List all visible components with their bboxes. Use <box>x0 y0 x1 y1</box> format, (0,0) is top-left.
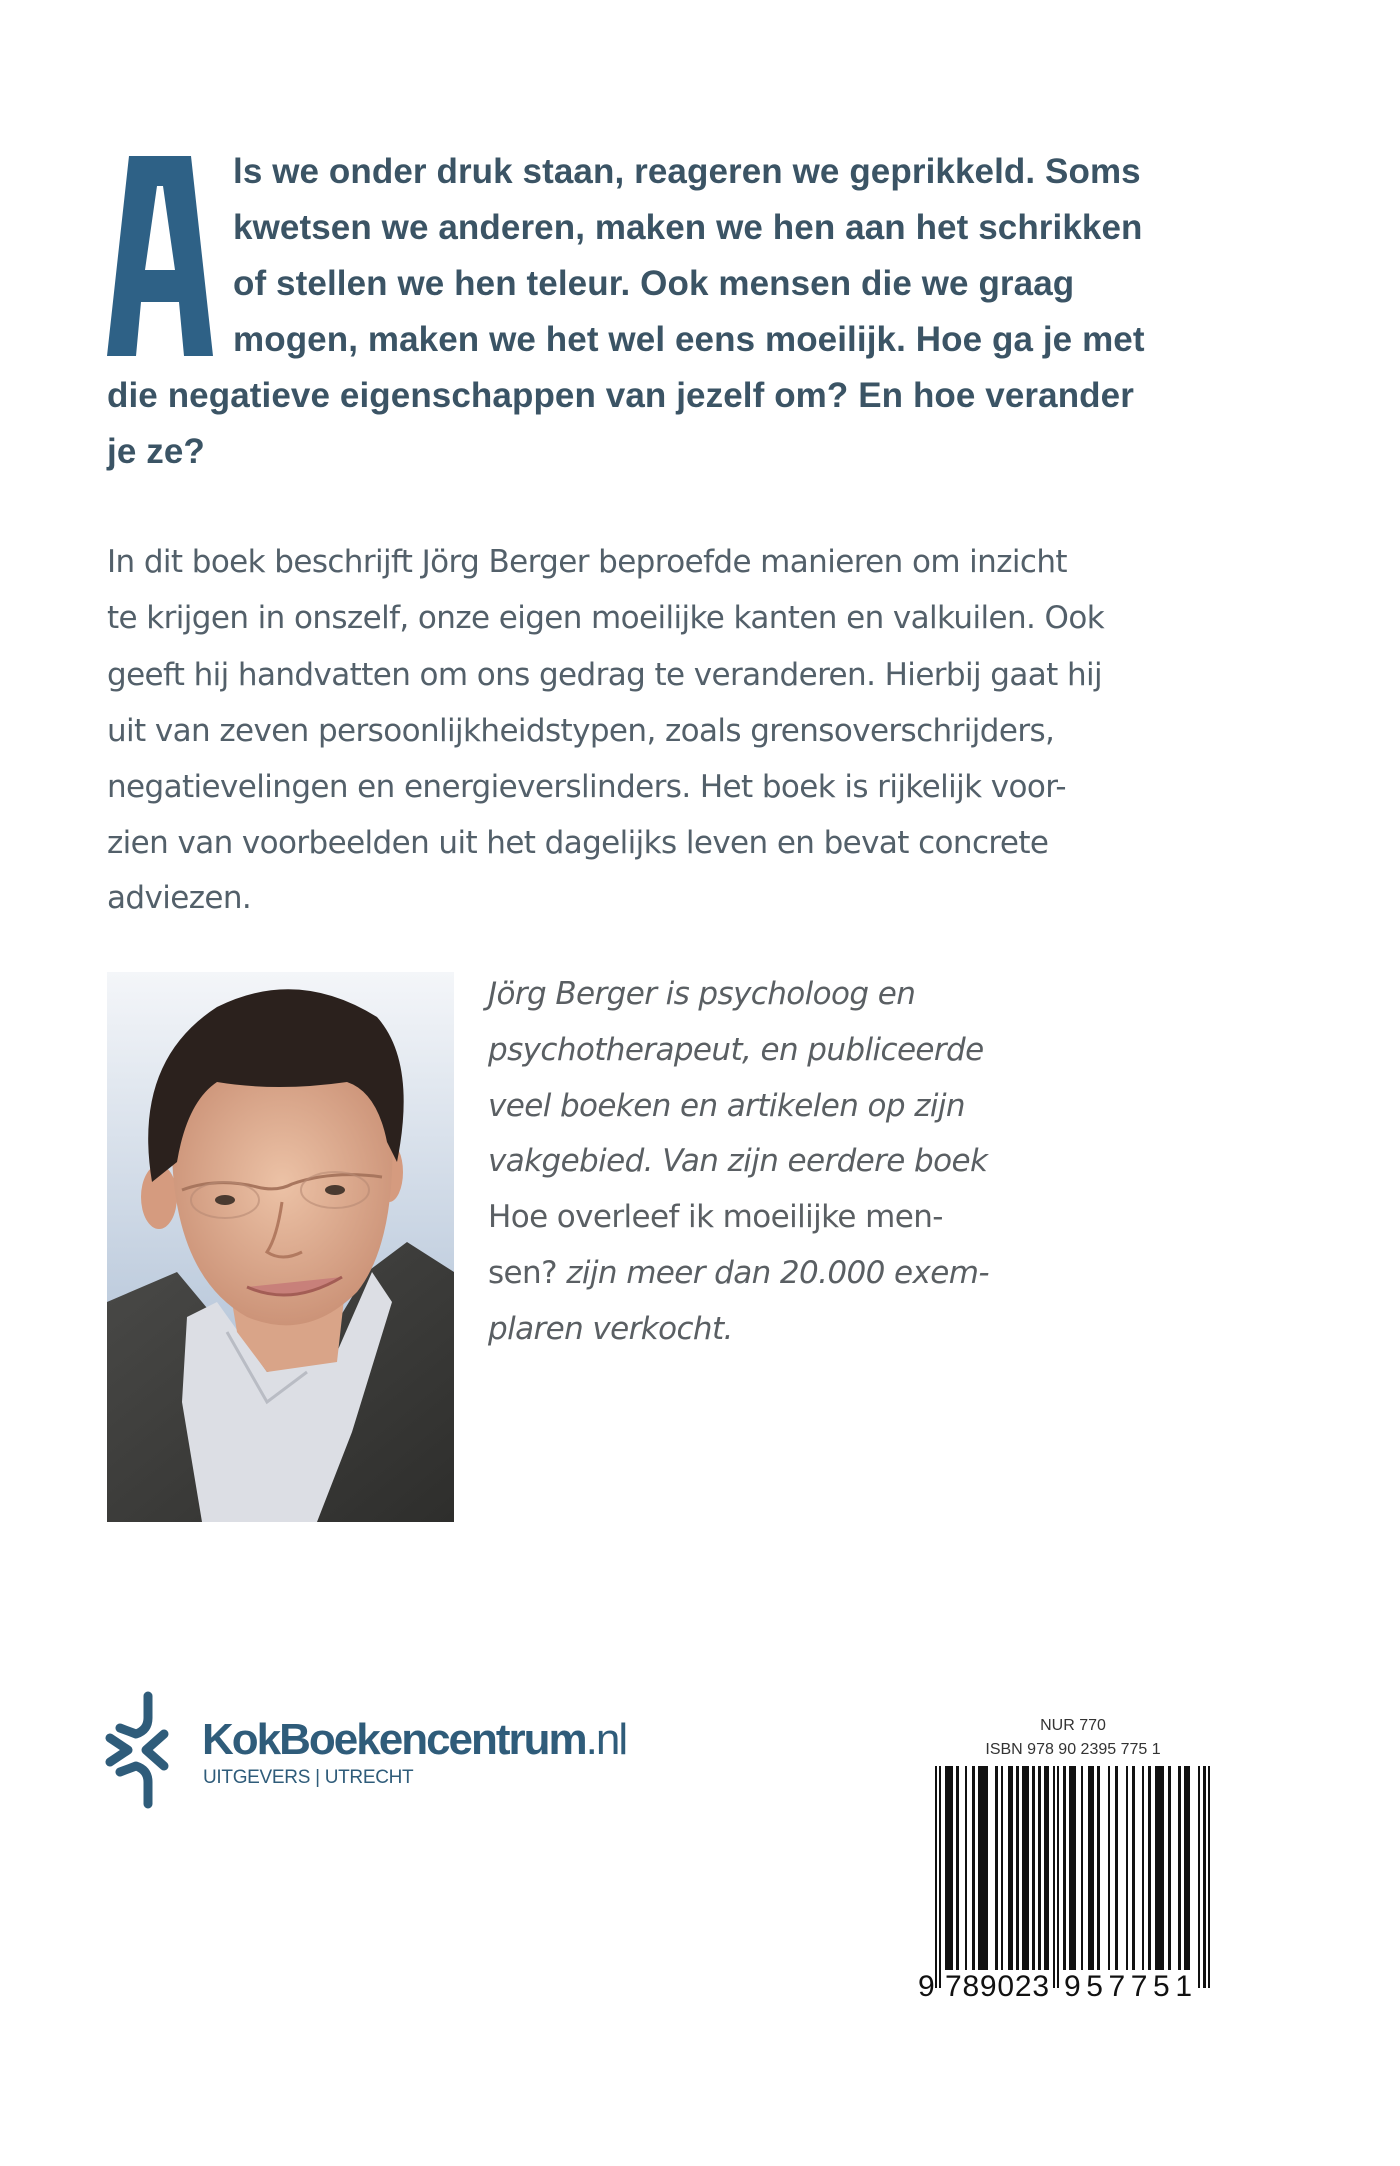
bio-sales-text: zijn meer dan 20.000 exem- <box>556 1255 989 1291</box>
isbn-text: ISBN 978 90 2395 775 1 <box>985 1741 1161 1758</box>
bio-line: Jörg Berger is psycholoog en <box>488 976 916 1012</box>
description-line: uit van zeven persoonlijkheidstypen, zoals grensoverschrijders, <box>107 713 1055 749</box>
bio-line: psychotherapeut, en publiceerde <box>488 1032 984 1068</box>
publisher-subtitle: UITGEVERS | UTRECHT <box>203 1767 414 1788</box>
description-line: negatievelingen en energieverslinders. Het boek is rijkelijk voor- <box>107 769 1066 805</box>
description-line: geeft hij handvatten om ons gedrag te veranderen. Hierbij gaat hij <box>107 657 1103 693</box>
intro-line: kwetsen we anderen, maken we hen aan het schrikken <box>233 208 1143 247</box>
intro-line: ls we onder druk staan, reageren we geprikkeld. Soms <box>233 152 1141 191</box>
intro-line: die negatieve eigenschappen van jezelf om? En hoe verander <box>107 376 1134 415</box>
barcode-digit-first: 9 <box>918 1970 935 2003</box>
bio-book-title-end: sen? <box>488 1255 557 1291</box>
intro-line: mogen, maken we het wel eens moeilijk. Hoe ga je met <box>233 320 1145 359</box>
bio-book-title: Hoe overleef ik moeilijke men- <box>488 1199 943 1235</box>
barcode-digits-right: 957751 <box>1064 1970 1192 2003</box>
description-line: te krijgen in onszelf, onze eigen moeilijke kanten en valkuilen. Ook <box>107 600 1105 636</box>
description-line: In dit boek beschrijft Jörg Berger beproefde manieren om inzicht <box>107 544 1067 580</box>
bio-line: veel boeken en artikelen op zijn <box>488 1088 965 1124</box>
barcode-image <box>918 1764 1218 2004</box>
description-line: zien van voorbeelden uit het dagelijks leven en bevat concrete <box>107 825 1049 861</box>
bio-line: vakgebied. Van zijn eerdere boek <box>488 1143 988 1179</box>
publisher-logo-icon <box>102 1690 172 1810</box>
author-photo <box>107 972 454 1522</box>
drop-cap-a <box>107 156 213 356</box>
publisher-name-text: KokBoekencentrum <box>202 1715 586 1764</box>
intro-line: je ze? <box>107 432 205 471</box>
publisher-tld: .nl <box>585 1715 627 1764</box>
barcode-digits-left: 789023 <box>945 1970 1049 2003</box>
publisher-name <box>202 1716 626 1764</box>
description-line: adviezen. <box>107 880 252 916</box>
nur-code: NUR 770 <box>1040 1717 1106 1734</box>
intro-line: of stellen we hen teleur. Ook mensen die we graag <box>233 264 1075 303</box>
bio-line: plaren verkocht. <box>488 1311 733 1347</box>
bio-line-mixed <box>488 1245 989 1301</box>
